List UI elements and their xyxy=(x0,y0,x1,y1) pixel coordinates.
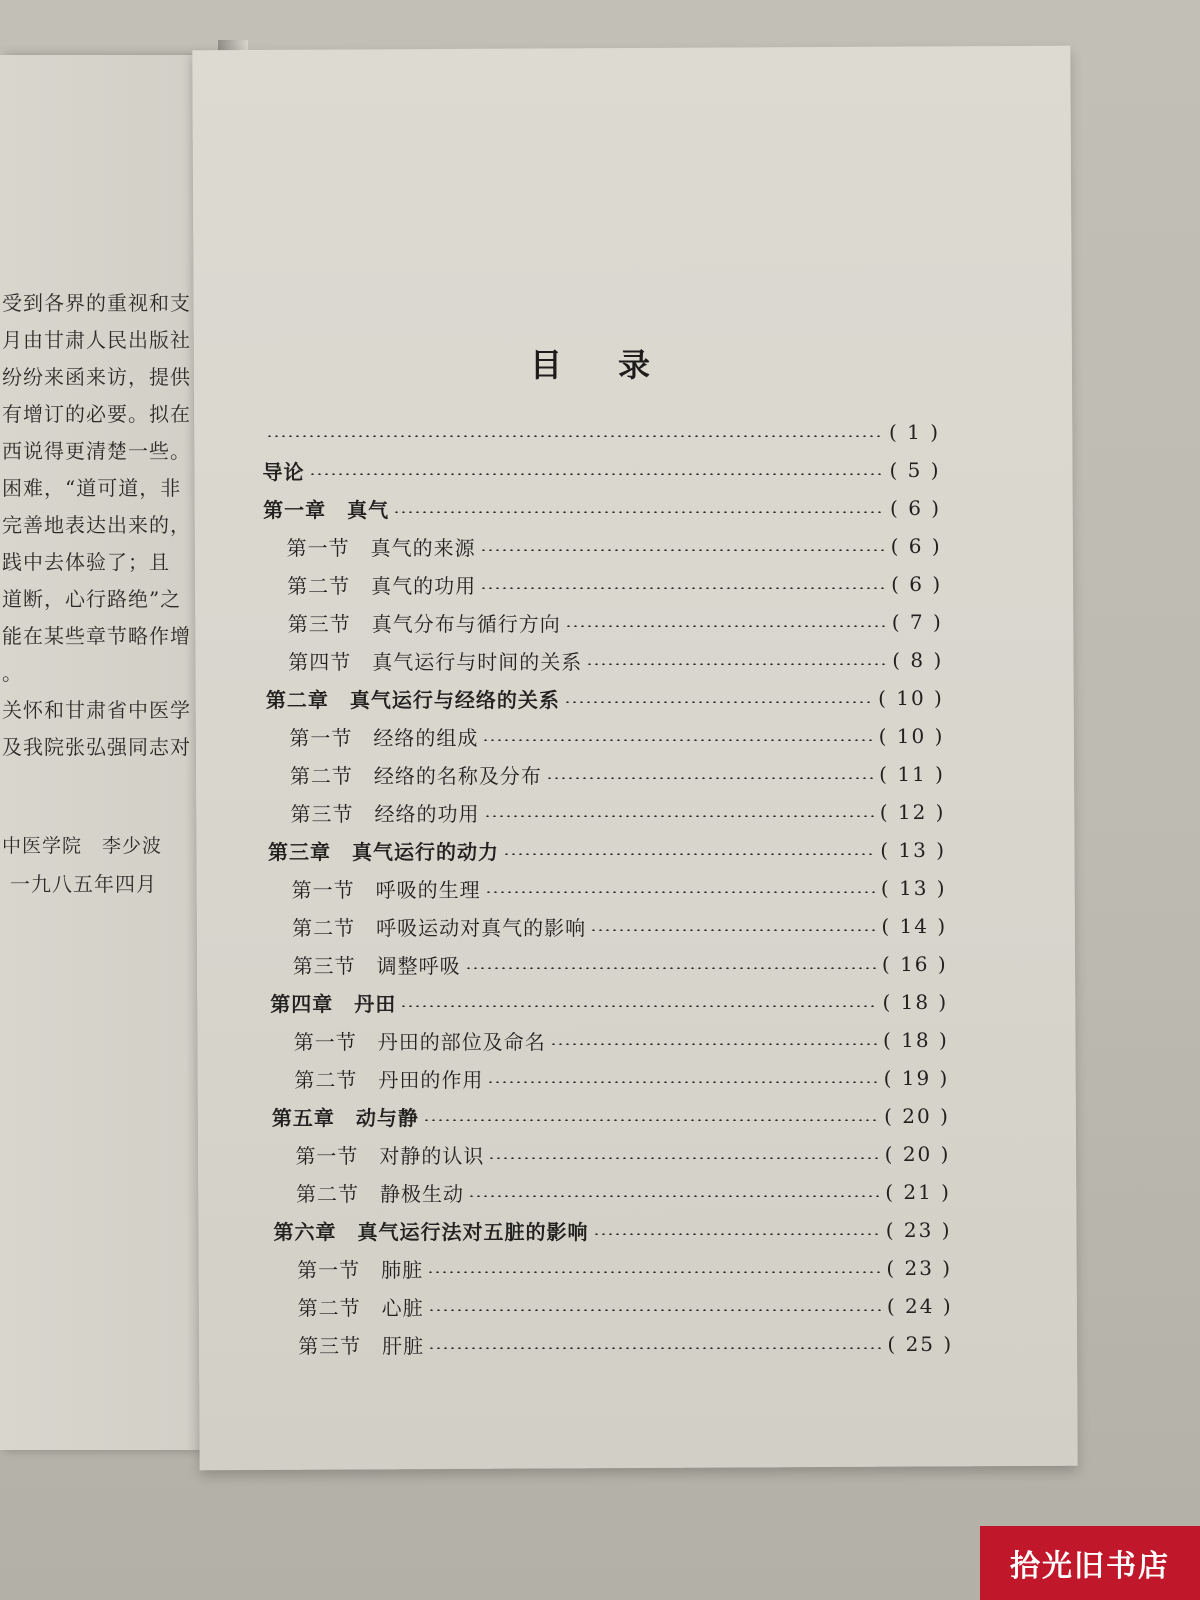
toc-entry-label: 第一节 经络的组成 xyxy=(289,725,479,750)
toc-leader-dots xyxy=(488,1157,878,1159)
toc-page-number: ( 18 ) xyxy=(882,990,949,1014)
preface-date: 一九八五年四月 xyxy=(10,872,157,896)
left-page-line: 西说得更清楚一些。 xyxy=(2,439,191,463)
toc-entry xyxy=(262,418,940,446)
toc-section-entry xyxy=(290,760,945,788)
toc-entry-label: 第一章 真气 xyxy=(263,497,390,522)
toc-entry-label: 第三节 经络的功用 xyxy=(290,801,480,826)
toc-leader-dots xyxy=(487,1081,877,1083)
toc-leader-dots xyxy=(465,967,876,969)
left-page-line: 月由甘肃人民出版社 xyxy=(2,328,191,352)
toc-page-number: ( 5 ) xyxy=(889,458,941,482)
toc-section-entry xyxy=(288,608,943,636)
toc-chapter-entry xyxy=(263,494,941,522)
toc-leader-dots xyxy=(586,663,886,665)
toc-leader-dots xyxy=(480,587,885,589)
toc-page-number: ( 1 ) xyxy=(888,420,940,444)
toc-leader-dots xyxy=(393,511,884,513)
toc-page-number: ( 6 ) xyxy=(890,534,942,558)
bookstore-watermark: 拾光旧书店 xyxy=(980,1526,1200,1600)
toc-entry-label: 第二节 呼吸运动对真气的影响 xyxy=(292,915,587,940)
toc-page-number: ( 7 ) xyxy=(891,610,943,634)
toc-leader-dots xyxy=(564,701,872,703)
toc-entry-label: 第一节 真气的来源 xyxy=(286,535,476,560)
toc-leader-dots xyxy=(593,1233,880,1235)
preface-signature: 中医学院 李少波 xyxy=(2,835,163,857)
toc-entry-label: 第一节 呼吸的生理 xyxy=(291,877,481,902)
toc-title: 目录 xyxy=(530,346,707,384)
toc-section-entry xyxy=(298,1330,953,1358)
toc-page-number: ( 24 ) xyxy=(886,1294,953,1318)
toc-page-number: ( 10 ) xyxy=(878,686,944,710)
toc-entry-label: 第一节 丹田的部位及命名 xyxy=(293,1029,546,1054)
toc-leader-dots xyxy=(565,625,886,627)
toc-page-number: ( 13 ) xyxy=(880,838,947,862)
toc-page-number: ( 18 ) xyxy=(883,1028,949,1052)
toc-section-entry xyxy=(295,1140,950,1168)
toc-leader-dots xyxy=(590,929,875,931)
left-page-line: 受到各界的重视和支 xyxy=(2,291,191,315)
toc-section-entry xyxy=(288,646,943,674)
toc-section-entry xyxy=(298,1292,953,1320)
toc-entry-label: 第二节 心脏 xyxy=(297,1295,424,1320)
toc-entry-label: 第一节 肺脏 xyxy=(297,1257,424,1282)
toc-page-number: ( 14 ) xyxy=(881,914,948,938)
toc-page-number: ( 23 ) xyxy=(886,1256,953,1280)
toc-page-number: ( 13 ) xyxy=(880,876,947,900)
toc-entry-label: 第三章 真气运行的动力 xyxy=(268,839,500,864)
toc-entry-label: 第四节 真气运行与时间的关系 xyxy=(288,649,583,674)
toc-entry-label: 第二节 静极生动 xyxy=(296,1181,464,1206)
toc-leader-dots xyxy=(485,891,875,893)
toc-leader-dots xyxy=(550,1043,877,1045)
toc-entry-label: 第三节 调整呼吸 xyxy=(292,953,461,978)
toc-page-number: ( 12 ) xyxy=(879,800,946,824)
toc-section-entry xyxy=(294,1026,949,1054)
toc-entry-label: 第三节 真气分布与循行方向 xyxy=(287,611,561,636)
left-page-line: 能在某些章节略作增 xyxy=(2,624,191,648)
toc-entry-label: 第二章 真气运行与经络的关系 xyxy=(265,687,560,712)
toc-section-entry xyxy=(293,950,948,978)
toc-leader-dots xyxy=(309,473,884,475)
toc-page-number: ( 10 ) xyxy=(878,724,945,748)
toc-entry-label: 第三节 肝脏 xyxy=(298,1333,425,1358)
toc-section-entry xyxy=(287,532,942,560)
toc-page-number: ( 16 ) xyxy=(881,952,948,976)
toc-leader-dots xyxy=(428,1347,881,1349)
left-page-line: 困难，“道可道，非 xyxy=(2,476,182,500)
toc-page-number: ( 8 ) xyxy=(892,648,944,672)
left-page-line: 道断，心行路绝”之 xyxy=(2,587,182,611)
toc-page-number: ( 6 ) xyxy=(891,572,943,596)
toc-section-entry xyxy=(297,1254,952,1282)
toc-chapter-entry xyxy=(263,456,941,484)
toc-page-number: ( 11 ) xyxy=(879,762,945,786)
toc-section-entry xyxy=(291,798,946,826)
left-page-line: 完善地表达出来的， xyxy=(2,513,191,537)
toc-section-entry xyxy=(292,874,947,902)
toc-chapter-entry xyxy=(272,1102,950,1130)
toc-leader-dots xyxy=(400,1005,876,1007)
toc-chapter-entry xyxy=(270,988,948,1016)
toc-entry-label: 导论 xyxy=(262,459,305,484)
left-page-line: 纷纷来函来访，提供 xyxy=(2,365,191,389)
toc-leader-dots xyxy=(423,1119,878,1121)
toc-section-entry xyxy=(292,912,947,940)
toc-leader-dots xyxy=(484,815,874,817)
toc-page-number: ( 25 ) xyxy=(887,1332,954,1356)
toc-leader-dots xyxy=(546,777,873,779)
toc-page-number: ( 19 ) xyxy=(883,1066,950,1090)
toc-entry-label: 第四章 丹田 xyxy=(270,991,397,1016)
left-page-line: 践中去体验了；且 xyxy=(2,550,170,574)
toc-chapter-entry xyxy=(266,684,944,712)
toc-page-number: ( 23 ) xyxy=(885,1218,952,1242)
toc-leader-dots xyxy=(266,435,883,437)
toc-chapter-entry xyxy=(268,836,946,864)
left-page-line: 及我院张弘强同志对 xyxy=(2,735,191,759)
toc-section-entry xyxy=(294,1064,949,1092)
left-page-line: 。 xyxy=(2,661,23,685)
toc-entry-label: 第五章 动与静 xyxy=(271,1105,419,1130)
left-page-line: 有增订的必要。拟在 xyxy=(2,402,191,426)
toc-page-number: ( 6 ) xyxy=(890,496,942,520)
toc-leader-dots xyxy=(428,1309,881,1311)
toc-page-number: ( 20 ) xyxy=(884,1142,951,1166)
toc-leader-dots xyxy=(468,1195,879,1197)
toc-leader-dots xyxy=(482,739,872,741)
toc-leader-dots xyxy=(427,1271,880,1273)
toc-leader-dots xyxy=(480,549,885,551)
toc-section-entry xyxy=(287,570,942,598)
toc-page-number: ( 21 ) xyxy=(885,1180,951,1204)
toc-section-entry xyxy=(289,722,944,750)
toc-leader-dots xyxy=(503,853,874,855)
left-page-line: 关怀和甘肃省中医学 xyxy=(2,698,191,722)
toc-entry-label: 第二节 真气的功用 xyxy=(287,573,477,598)
toc-entry-label: 第二节 经络的名称及分布 xyxy=(289,763,542,788)
toc-entry-label: 第六章 真气运行法对五脏的影响 xyxy=(273,1219,589,1244)
toc-entry-label: 第一节 对静的认识 xyxy=(295,1143,485,1168)
toc-entry-label: 第二节 丹田的作用 xyxy=(294,1067,484,1092)
toc-page-number: ( 20 ) xyxy=(884,1104,950,1128)
toc-chapter-entry xyxy=(274,1216,952,1244)
toc-section-entry xyxy=(296,1178,951,1206)
